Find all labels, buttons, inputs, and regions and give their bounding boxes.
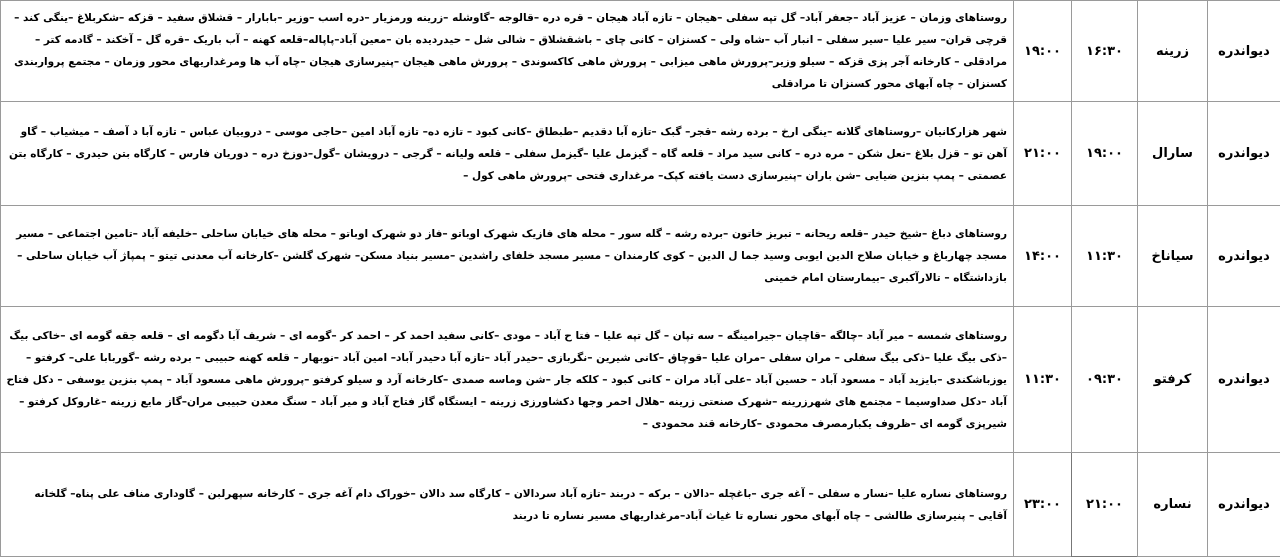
city-cell: دیواندره [1208,1,1280,102]
city-cell: دیواندره [1208,102,1280,206]
city-cell: دیواندره [1208,206,1280,307]
affected-areas-cell: روستاهای دباغ –شیخ حیدر –قلعه ریحانه – تبریز خاتون –برده رشه – گله سور – محله های فازیک شهرک اوباتو –فاز دو شهرک اوباتو – محله های خیابان ساحلی –خلیفه آباد –تامین اجتماعی – مسیر مسجد چهارباغ و خیابان صلاح الدین ایوبی وسید جما ل الدین – کوی کارمندان – مسیر مسجد خلفای راشدین –مسیر بنیاد مسکن– شهرک گلشن –کارخانه آب معدنی تیتو – پمپاژ آب خیابان ساحلی –بازداشتگاه – تالارآکبری –بیمارستان امام خمینی [1,206,1014,307]
area-cell: سارال [1138,102,1208,206]
start-time-cell: ۲۱:۰۰ [1072,453,1138,557]
start-time-cell: ۱۶:۳۰ [1072,1,1138,102]
end-time-cell: ۱۱:۳۰ [1014,307,1072,453]
end-time-cell: ۲۳:۰۰ [1014,453,1072,557]
city-cell: دیواندره [1208,453,1280,557]
table-row [1,206,1280,307]
city-cell: دیواندره [1208,307,1280,453]
area-cell: زرینه [1138,1,1208,102]
table-row [1,453,1280,557]
table-row [1,102,1280,206]
end-time-cell: ۲۱:۰۰ [1014,102,1072,206]
affected-areas-cell: شهر هزارکانیان –روستاهای گلانه –ینگی ارخ – برده رشه –قجر– گبک –تازه آبا دقدیم –طبطاق –کانی کبود – تازه ده– تازه آباد امین –حاجی موسی – دروییان عباس – تازه آبا د آصف – میشیاب – گاو آهن تو – قزل بلاغ –نعل شکن – مره دره – کانی سید مراد – قلعه گاه – گیزمل علیا –گیزمل سفلی – قلعه ولیانه – گرجی – درویشان –گول–دوزخ دره – دوریان فارس – کارگاه بتن حیدری – کارگاه بتن عصمتی – پمپ بنزین ضیایی –شن باران –پنیرسازی دست یافته کپک– مرغداری فتحی –پرورش ماهی کول – [1,102,1014,206]
table-row [1,1,1280,102]
start-time-cell: ۱۱:۳۰ [1072,206,1138,307]
affected-areas-cell: روستاهای شمسه – میر آباد –چالگه –قاچیان –جیرامینگه – سه تپان – گل تپه علیا – فتا ح آباد – مودی –کانی سفید احمد کر – احمد کر –گومه ای – شریف آبا دگومه ای – قلعه جقه گومه ای –خاکی بیگ –ذکی بیگ علیا –ذکی بیگ سفلی – مران سفلی –مران علیا –قوچاق –کانی شیرین –نگربازی –حیدر آباد –تازه آبا دحیدر آباد– امین آباد –نوبهار – قلعه کهنه حبیبی – برده رشه –گوربابا علی– کرفتو – یوزباشکندی –بایزید آباد – مسعود آباد – حسین آباد –علی آباد مران – کانی کبود – کلکه جار –شن وماسه صمدی –کارخانه آرد و سیلو کرفتو –پرورش ماهی مسعود آباد – پمپ بنزین یوسفی – دکل فتاح آباد –دکل صداوسیما – مجتمع های شهرزرینه –شهرک صنعتی زرینه –هلال احمر وجها دکشاورزی زرینه – ایستگاه گاز فتاح آباد و میر آباد – سنگ معدن حبیبی مران–گاز مایع زرینه –غاروکل کرفتو –شیرپزی گومه ای –ظروف یکبارمصرف محمودی –کارخانه قند محمودی – [1,307,1014,453]
end-time-cell: ۱۹:۰۰ [1014,1,1072,102]
affected-areas-cell: روستاهای نساره علیا –نسار ه سفلی – آغه جری –باغچله –دالان – برکه – دربند –تازه آباد سردالان – کارگاه سد دالان –خوراک دام آغه جری – کارخانه سپهرلبن – گاوداری مناف علی پناه– گلخانه آقایی – پنیرسازی طالشی – چاه آبهای محور نساره تا غیاث آباد–مرغداریهای مسیر نساره تا دربند [1,453,1014,557]
start-time-cell: ۱۹:۰۰ [1072,102,1138,206]
start-time-cell: ۰۹:۳۰ [1072,307,1138,453]
area-cell: سیاناخ [1138,206,1208,307]
area-cell: نساره [1138,453,1208,557]
end-time-cell: ۱۴:۰۰ [1014,206,1072,307]
area-cell: کرفتو [1138,307,1208,453]
table-row [1,307,1280,453]
affected-areas-cell: روستاهای وزمان – عزیز آباد –جعفر آباد– گل تپه سفلی –هیجان – تازه آباد هیجان – قره دره –قالوجه –گاوشله –زرینه ورمزیار –دره اسب –وزیر –بابارار – قشلاق سفید – قزکه –شکربلاغ –ینگی کند –قرچی قران– سیر علیا –سیر سفلی – انبار آب –شاه ولی – کسنزان – کانی چای – باشقشلاق – شالی شل – حیدردیده بان –معین آباد–پاپاله–قلعه کهنه – آب باریک –قره گل – آخکند – گادمه کتر –مرادقلی – کارخانه آجر پزی قزکه – سیلو وزیر–پرورش ماهی میزابی – پرورش ماهی کاکسوندی – پرورش ماهی هیجان –پنیرسازی هیجان –چاه آب ها ومرغداریهای محور وزمان – مجتمع پرواربندی کسنزان – چاه آبهای محور کسنزان تا مرادقلی [1,1,1014,102]
